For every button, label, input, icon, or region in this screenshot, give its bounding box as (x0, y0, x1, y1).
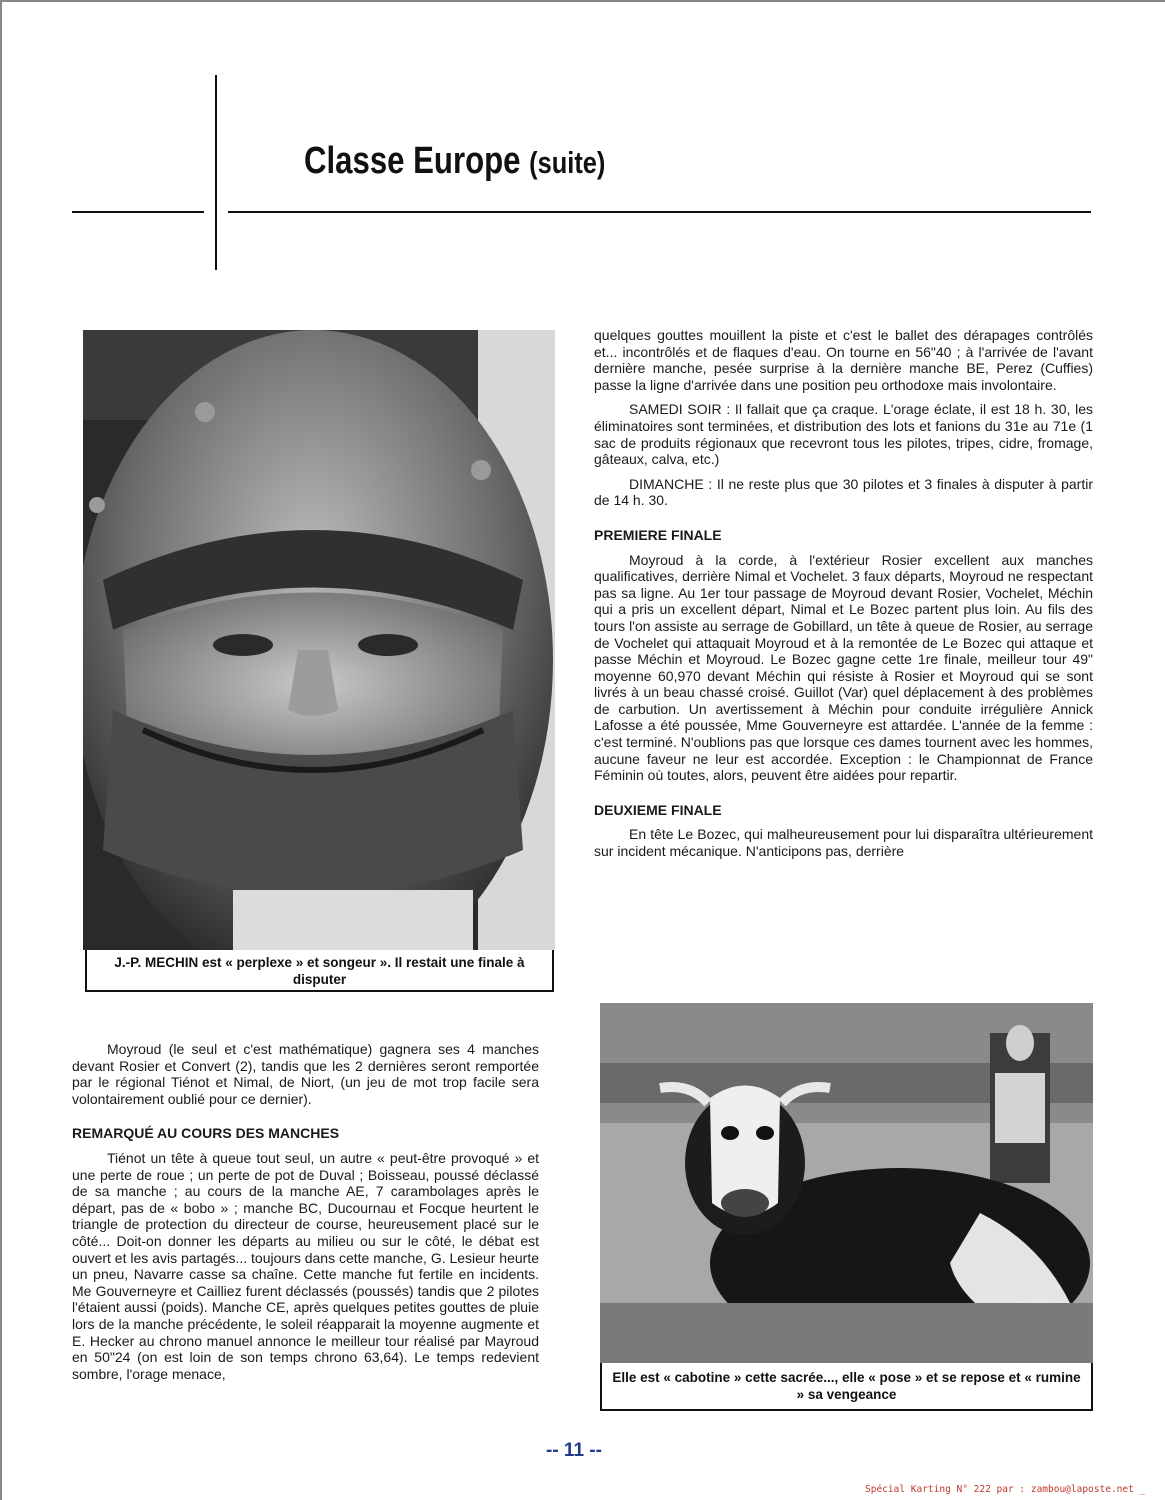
paragraph-deuxieme-finale: En tête Le Bozec, qui malheureusement pour lui disparaîtra ultérieurement sur incident mécanique. N'anticipons pas, derrière (594, 826, 1093, 860)
page-title-main: Classe Europe (304, 140, 521, 182)
helmet-portrait-illustration (83, 330, 555, 950)
paragraph-remarques: Tiénot un tête à queue tout seul, un autre « peut-être provoqué » et une perte de roue ; un perte de pot de Duval ; Boisseau, poussé déclassé de sa manche ; au cours de la manche AE, 7 carambolages après le départ, pas de « bobo » ; manche BC, Ducournau et Focque heurtent le triangle de protection du directeur de course, heureusement placé sur le côté... Doit-on donner les départs au milieu ou sur le côté, le débat est ouvert et les avis partagés... toujours dans cette manche, G. Lesieur heurte un pneu, Navarre casse sa chaîne. Cette manche fut fertile en incidents. Me Gouverneyre et Cailliez furent déclassés (poussés) tandis que 2 pilotes l'étaient aussi (poids). Manche CE, après quelques petites gouttes de pluie lors de la manche précédente, le soleil réapparait la moyenne augmente et E. Hecker au chrono manuel annonce le meilleur tour réalisé par Mayroud en 50"24 (on est loin de son temps chrono 63,64). Le temps redevient sombre, l'orage menace, (72, 1149, 539, 1382)
helmet-photo-caption: J.-P. MECHIN est « perplexe » et songeur ». Il restait une finale à disputer (85, 950, 554, 992)
right-column (594, 327, 1093, 868)
page-number: -- 11 -- (546, 1440, 602, 1461)
paragraph-samedi-soir: SAMEDI SOIR : Il fallait que ça craque. L'orage éclate, il est 18 h. 30, les éliminatoires sont terminées, et distribution des lots et fanions du 31e au 71e (1 sac de produits régionaux que recevront tous les pilotes, tripes, cidre, fromage, gâteaux, calva, etc.) (594, 401, 1093, 468)
heading-remarque-manches: REMARQUÉ AU COURS DES MANCHES (72, 1125, 340, 1142)
page-border-left (0, 0, 2, 1500)
cow-photo-caption: Elle est « cabotine » cette sacrée..., elle « pose » et se repose et « rumine » sa vengeance (600, 1363, 1093, 1411)
cow-photo (600, 1003, 1093, 1363)
page-title-suffix: (suite) (529, 145, 606, 180)
paragraph-moyroud: Moyroud (le seul et c'est mathématique) gagnera ses 4 manches devant Rosier et Convert (2), tandis que les 2 dernières seront remportée par le régional Tiénot et Nimal, de Niort, (un jeu de mot trop facile sera volontairement oublié pour ce dernier). (72, 1041, 539, 1107)
heading-deuxieme-finale: DEUXIEME FINALE (594, 801, 722, 818)
heading-premiere-finale: PREMIERE FINALE (594, 526, 722, 543)
left-column (72, 1041, 539, 1390)
footer-credit: Spécial Karting N° 222 par : zambou@laposte.net _ (865, 1484, 1146, 1495)
helmet-portrait-photo (83, 330, 555, 950)
paragraph-premiere-finale: Moyroud à la corde, à l'extérieur Rosier excellent aux manches qualificatives, derrière Nimal et Vochelet. 3 faux départs, Moyroud ne respectant pas sa ligne. Au 1er tour passage de Moyroud devant Rosier, Vochelet, Méchin qui a pris un excellent départ, Nimal et Le Bozec partent plus loin. Au fils des tours l'on assiste au serrage de Gobillard, un tête à queue de Rosier, au serrage de Vochelet qui attaquait Moyroud et à la remontée de Le Bozec qui attaque et passe Méchin et Moyroud. Le Bozec gagne cette 1re finale, meilleur tour 49" moyenne 60,970 devant Méchin qui résiste à Rosier et Moyroud qui se sont livrés à un beau chassé croisé. Guillot (Var) quel déplacement à des problèmes de carbution. Un avertissement à Méchin pour conduite irrégulière Annick Lafosse a été poussée, Mme Gouverneyre est attardée. L'année de la femme : c'est terminé. N'oublions pas que lorsque ces dames tournent avec les hommes, aucune faveur ne leur est accordée. Exception : le Championnat de France Féminin où toutes, alors, peuvent être aidées pour repartir. (594, 551, 1093, 784)
title-rule-left (72, 211, 204, 213)
page-border-top (0, 0, 1165, 2)
paragraph-dimanche: DIMANCHE : Il ne reste plus que 30 pilotes et 3 finales à disputer à partir de 14 h. 30. (594, 475, 1093, 509)
paragraph-rain: quelques gouttes mouillent la piste et c'est le ballet des dérapages contrôlés et... incontrôlés et de flaques d'eau. On tourne en 56"40 ; à l'arrivée de l'avant dernière manche, pesée surprise à la dernière manche BE, Perez (Cuffies) passe la ligne d'arrivée dans une position peu orthodoxe mais involontaire. (594, 327, 1093, 393)
cow-illustration (600, 1003, 1093, 1363)
title-vertical-rule (215, 75, 217, 270)
title-rule-right (228, 211, 1091, 213)
page-title (304, 140, 605, 183)
